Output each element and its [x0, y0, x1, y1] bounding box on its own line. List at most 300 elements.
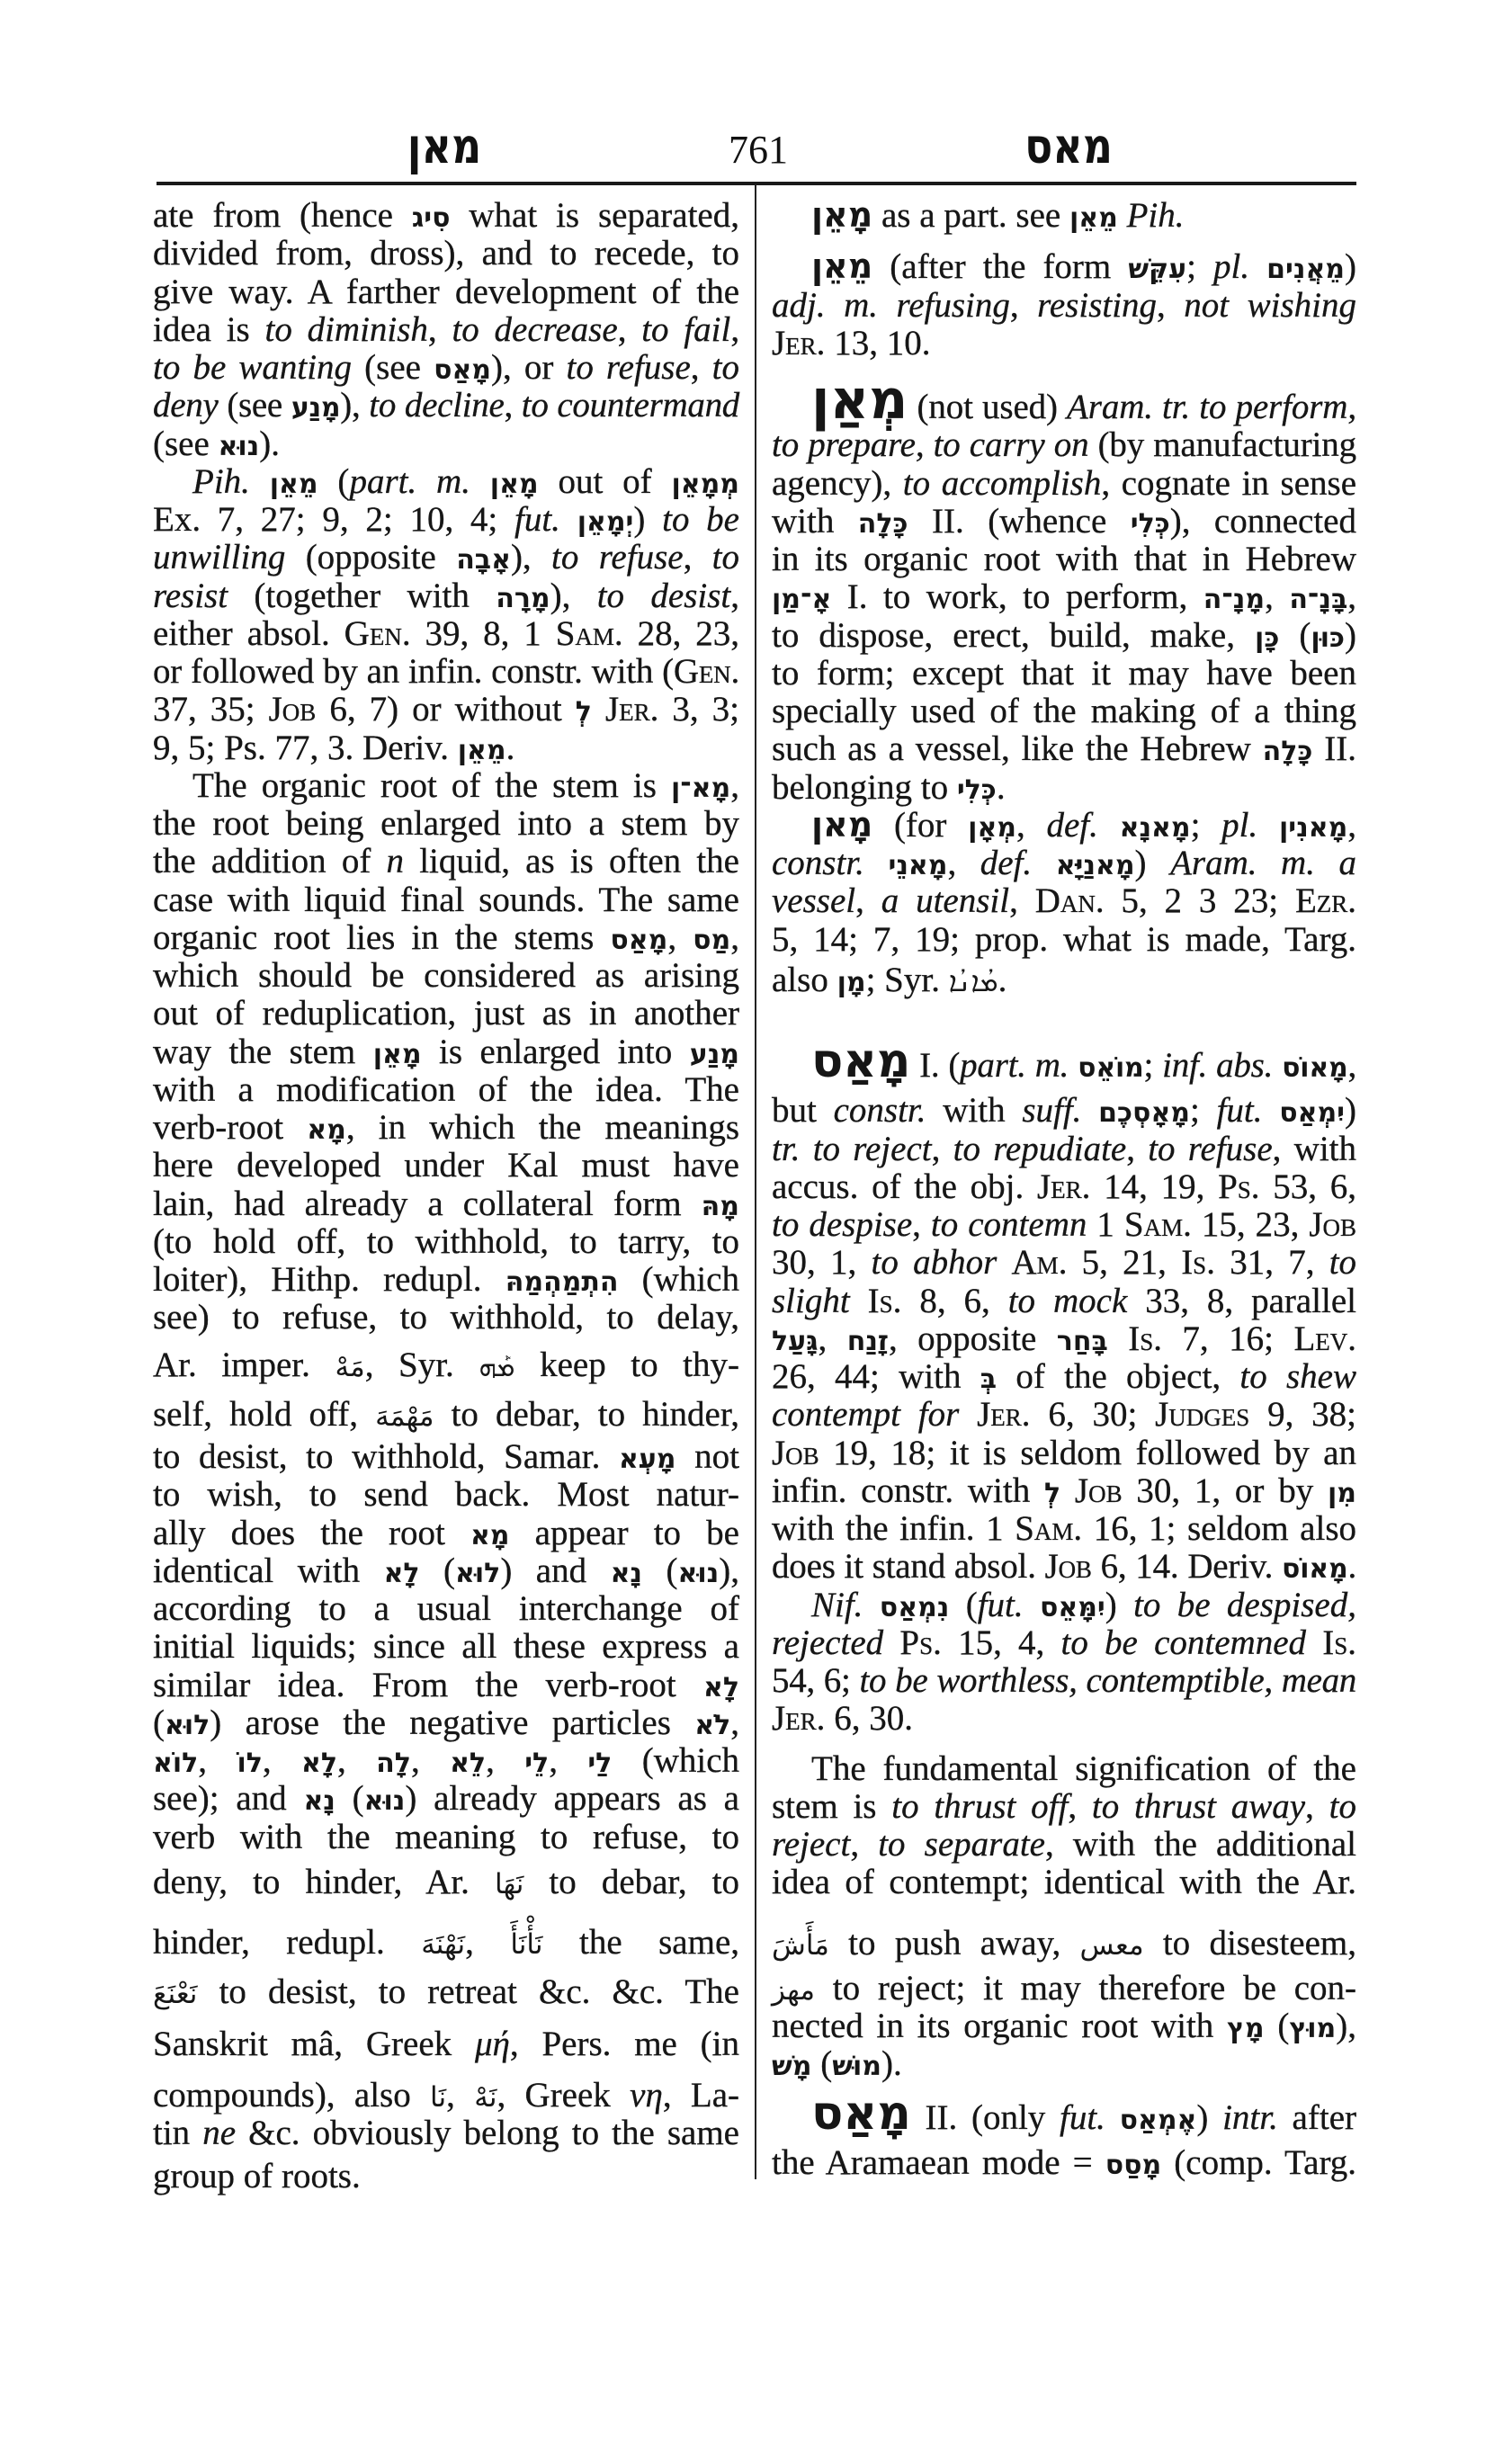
right-column-line — [772, 1206, 1356, 1244]
italic-text: to — [1329, 1786, 1356, 1826]
hebrew-word: יִמָּאֵס — [1039, 1591, 1105, 1623]
italic-text: to be despised, — [1133, 1585, 1356, 1624]
text-run: 6, 14. Deriv. — [1091, 1547, 1283, 1587]
text-run: 9, 5; Ps. 77, 3. Deriv. — [153, 728, 458, 767]
text-run: (see — [153, 424, 219, 463]
text-run: 6, 30. — [825, 1699, 913, 1739]
left-column-line — [153, 311, 739, 349]
text-run — [1108, 1319, 1128, 1358]
italic-text: to desist — [596, 576, 731, 615]
hebrew-word: מָרָה — [496, 582, 550, 614]
hebrew-word: נוּא — [218, 430, 260, 462]
hebrew-word: סִיג — [411, 202, 451, 234]
text-run: self, hold off, — [153, 1394, 376, 1434]
text-run: ( — [811, 2044, 833, 2084]
text-run: ), — [1336, 2007, 1356, 2045]
text-run: , — [931, 1129, 953, 1168]
italic-text: constr. — [772, 844, 864, 882]
right-column-line — [772, 325, 1356, 362]
left-column-line — [153, 1071, 739, 1109]
text-run: 37, 35; — [153, 690, 269, 729]
italic-text: to abhor — [871, 1243, 998, 1283]
hebrew-word: מוֹאֵס — [1078, 1052, 1144, 1084]
italic-text: fut. — [977, 1585, 1024, 1624]
text-run: (together with — [228, 576, 497, 615]
text-run: accus. of the obj. — [772, 1167, 1037, 1206]
left-column-line — [153, 235, 739, 273]
hebrew-word: לוּא — [165, 1709, 210, 1741]
hebrew-word: מָא — [470, 1519, 510, 1551]
right-column-line — [772, 1472, 1356, 1510]
hebrew-word: כּוּן — [1311, 621, 1345, 654]
text-run: not — [675, 1437, 739, 1476]
text-run: , — [1157, 285, 1185, 325]
italic-text: intr. — [1222, 2097, 1278, 2137]
text-run: ), — [550, 576, 597, 615]
text-run: , — [410, 1741, 451, 1780]
text-run: to dispose, erect, build, make, — [772, 615, 1256, 655]
hebrew-word: כְּלִי — [1130, 507, 1170, 540]
arabic-word: نَا — [430, 2080, 447, 2114]
text-run: out of reduplication, just as in another — [153, 994, 739, 1033]
italic-text: to — [711, 348, 739, 387]
text-run: ) — [1345, 247, 1357, 287]
text-run: group of roots. — [153, 2157, 361, 2196]
left-column-line — [153, 805, 739, 843]
text-run — [1069, 1046, 1078, 1085]
right-column-line — [772, 1396, 1356, 1434]
text-run: , — [198, 1741, 237, 1780]
italic-text: def. — [980, 844, 1033, 882]
hebrew-word: מָאַס — [434, 354, 492, 386]
hebrew-word: לָא — [383, 1557, 420, 1589]
text-run: ; — [1190, 1091, 1217, 1131]
hebrew-word: מוּץ — [1289, 2013, 1337, 2044]
text-run: The fundamental signification of the — [811, 1748, 1356, 1788]
italic-text: fut. — [1216, 1091, 1263, 1131]
text-run: liquid, as is often the — [404, 842, 739, 881]
right-column-line — [772, 503, 1356, 541]
text-run: ), — [719, 1551, 739, 1590]
book-reference: Sam. — [1123, 1205, 1192, 1244]
hebrew-word: לֵא — [450, 1748, 487, 1779]
text-run: 15, 4, — [941, 1623, 1061, 1662]
text-run — [959, 1395, 977, 1434]
italic-text: to diminish — [264, 309, 428, 349]
text-run: the root being enlarged into a stem by — [153, 804, 739, 843]
book-reference: Sam. — [1015, 1509, 1083, 1548]
text-run: , — [730, 917, 739, 957]
right-column-line — [772, 426, 1356, 464]
text-run: which should be considered as arising — [153, 956, 739, 995]
italic-text: to — [1329, 1243, 1357, 1283]
right-column-line — [772, 1864, 1356, 1901]
text-run: stem is — [772, 1786, 892, 1826]
text-run: to wish, to send back. Most natur- — [153, 1475, 739, 1515]
book-reference: Job — [1074, 1471, 1123, 1510]
left-column-line — [153, 1704, 739, 1742]
text-run: 53, 6, — [1259, 1167, 1357, 1206]
arabic-word: نَهْ — [474, 2080, 497, 2114]
book-reference: Sam. — [555, 613, 623, 653]
italic-text: to accomplish — [902, 463, 1102, 503]
text-run: , — [730, 765, 739, 805]
italic-text: fut. — [514, 500, 560, 539]
left-column-line — [153, 1261, 739, 1299]
text-run: such as a vessel, like the Hebrew — [772, 729, 1263, 769]
italic-text: ne — [202, 2114, 237, 2152]
hebrew-word: נוּא — [677, 1557, 720, 1589]
hebrew-word: כָּלָה — [857, 507, 908, 540]
text-run: as a part. see — [872, 196, 1069, 235]
text-run: , — [486, 1741, 525, 1780]
text-run: to form; except that it may have been — [772, 653, 1356, 693]
text-run: I. to work, to perform, — [831, 577, 1203, 617]
text-run: , with the additional — [1044, 1825, 1356, 1864]
right-column-line — [772, 1283, 1356, 1320]
left-column-line — [153, 1033, 739, 1071]
hebrew-word: זָנַח — [846, 1325, 889, 1357]
left-column-line — [153, 1109, 739, 1147]
hebrew-word: מְאָן — [968, 811, 1016, 844]
hebrew-word: גָּעַל — [772, 1325, 819, 1357]
hebrew-word: מֵאֵן — [269, 468, 318, 500]
book-reference: Jer. — [604, 690, 659, 729]
text-run: to disesteem, — [1143, 1923, 1356, 1963]
left-column-line — [153, 1396, 739, 1434]
left-column-line — [153, 1185, 739, 1223]
header-rule — [157, 182, 1356, 185]
text-run: , — [912, 1205, 931, 1244]
text-run: 30, 1, or by — [1122, 1471, 1328, 1510]
hebrew-word: נָא — [610, 1557, 643, 1589]
italic-text: Aram. m. a — [1170, 844, 1356, 882]
hebrew-word: עִקֵּשׁ — [1128, 254, 1187, 286]
text-run: ( — [153, 1703, 165, 1742]
hebrew-word: מֵאֵן — [457, 734, 506, 766]
right-column-line — [772, 1435, 1356, 1472]
left-column-line — [153, 1590, 739, 1628]
text-run: see); and — [153, 1779, 304, 1819]
text-run: in its organic root with that in Hebrew — [772, 540, 1356, 578]
right-column-line — [772, 1826, 1356, 1864]
hebrew-word: לֵי — [524, 1748, 550, 1779]
text-run: , — [427, 309, 452, 349]
left-column-line — [153, 2158, 739, 2195]
left-column-line — [153, 1299, 739, 1337]
hebrew-word: מַס — [693, 924, 731, 956]
text-run: , — [947, 844, 980, 882]
arabic-word: مَهْ — [335, 1350, 365, 1383]
text-run: , — [617, 309, 642, 349]
arabic-word: نَهَا — [495, 1867, 524, 1900]
text-run: 30, 1, — [772, 1243, 872, 1283]
text-run: identical with — [153, 1551, 384, 1590]
hebrew-word: מְמָאֵן — [671, 468, 740, 500]
italic-text: adj. m. refusing — [772, 285, 1010, 325]
text-run: after — [1277, 2097, 1356, 2137]
left-column-line — [153, 1864, 739, 1901]
hebrew-word: מֵאֲנִים — [1266, 254, 1346, 286]
left-column-line — [153, 653, 739, 691]
hebrew-word: מָנַע — [291, 392, 341, 425]
text-run: keep to thy- — [514, 1345, 739, 1384]
right-column-line — [772, 617, 1356, 655]
left-guide-word: מאן — [407, 118, 482, 174]
left-column-line — [153, 1924, 739, 1962]
text-run: ) — [1345, 1091, 1357, 1131]
italic-text: inf. abs. — [1162, 1046, 1274, 1085]
right-column-line — [772, 2086, 1356, 2141]
book-reference: Dan. — [1034, 881, 1105, 921]
right-column-line — [772, 2144, 1356, 2182]
text-run: to debar, to — [523, 1862, 739, 1901]
left-column-line — [153, 1147, 739, 1185]
left-column-line — [153, 463, 739, 501]
italic-text: Nif. — [811, 1585, 863, 1624]
entry-headword: מְאַן — [811, 369, 908, 432]
italic-text: νη — [630, 2075, 663, 2115]
text-run: Ex. 7, 27; 9, 2; 10, 4; — [153, 500, 515, 539]
right-column-line — [772, 465, 1356, 503]
italic-text: to contemn — [930, 1205, 1087, 1244]
hebrew-word: מָן — [837, 966, 866, 998]
italic-text: a utensil — [881, 881, 1010, 921]
book-reference: Gen. — [344, 613, 411, 653]
text-run: (comp. Targ. — [1161, 2142, 1356, 2182]
book-reference: Am. — [1011, 1243, 1068, 1283]
hebrew-word: מָנַע — [689, 1038, 740, 1070]
text-run: the same, — [542, 1923, 740, 1962]
entry-headword: מָאֵן — [811, 195, 873, 235]
italic-text: to decline — [369, 386, 505, 425]
right-column-line — [772, 369, 1357, 432]
text-run: , in which the meanings — [345, 1108, 740, 1147]
italic-text: pl. — [1212, 247, 1250, 287]
text-run: also — [772, 960, 837, 999]
text-run: the addition of — [153, 842, 387, 881]
text-run — [1118, 196, 1127, 235]
hebrew-word: אָ־מַן — [772, 584, 832, 616]
left-column — [153, 197, 739, 2196]
text-run: . — [996, 767, 1006, 807]
text-run: with the infin. 1 — [772, 1509, 1015, 1548]
right-column-line — [772, 1034, 1356, 1088]
text-run: (which — [612, 1741, 740, 1780]
text-run: ), connected — [1169, 501, 1356, 541]
text-run: II. (only — [910, 2097, 1060, 2137]
hebrew-word: בְּ — [980, 1364, 998, 1395]
book-reference: Judges — [1155, 1395, 1250, 1435]
italic-text: Aram. tr. to perform, — [1067, 388, 1357, 426]
italic-text: to fail — [641, 309, 731, 349]
text-run — [883, 1623, 899, 1662]
italic-text: fut. — [1059, 2097, 1105, 2137]
hebrew-word: נָא — [303, 1785, 336, 1818]
left-column-line — [153, 273, 739, 311]
text-run: , Greek — [497, 2075, 631, 2115]
right-column-line — [772, 1587, 1356, 1624]
italic-text: reject — [772, 1825, 851, 1864]
right-column-line — [772, 1700, 1356, 1738]
text-run: 8, 6, — [901, 1281, 1008, 1320]
arabic-word: نَأْنَأَ — [510, 1928, 543, 1961]
hebrew-word: נִמְאַס — [879, 1591, 950, 1623]
text-run: . — [1347, 1547, 1357, 1587]
text-run: , — [1305, 1786, 1329, 1826]
arabic-word: نَهْنَهَ — [421, 1928, 466, 1961]
text-run: , — [730, 309, 740, 349]
text-run: , — [337, 1741, 377, 1780]
italic-text: vessel — [772, 881, 856, 921]
text-run: , Syr. — [364, 1345, 479, 1384]
text-run: , — [1126, 1129, 1149, 1168]
text-run: , — [730, 576, 739, 615]
left-column-line — [153, 767, 739, 805]
text-run: , — [1009, 285, 1038, 325]
text-run: 39, 8, 1 — [410, 613, 556, 653]
text-run: verb with the meaning to refuse, to — [153, 1817, 739, 1856]
italic-text: resist — [153, 576, 228, 615]
text-run: , — [1265, 577, 1290, 617]
text-run: (after the form — [872, 247, 1129, 287]
right-column-line — [772, 1358, 1356, 1396]
syriac-word: ܡܳܐܢܳܐ — [948, 965, 998, 998]
text-run: either absol. — [153, 613, 344, 653]
hebrew-word: לֹא — [694, 1709, 731, 1741]
italic-text: def. — [1046, 805, 1098, 845]
right-column — [772, 197, 1356, 2182]
text-run: specially used of the making of a thing — [772, 692, 1356, 730]
text-run: ; — [1190, 805, 1222, 845]
hebrew-word: בָּנָ־ה — [1289, 584, 1348, 616]
text-run: 54, 6; — [772, 1661, 860, 1700]
italic-text: resisting — [1037, 285, 1158, 325]
text-run: 26, 44; with — [772, 1357, 980, 1396]
italic-text: to prepare, to carry on — [772, 425, 1089, 465]
italic-text: part. m. — [960, 1046, 1069, 1085]
hebrew-word: כָּלָה — [1262, 736, 1313, 768]
italic-text: Pih. — [192, 461, 250, 501]
arabic-word: مهز — [772, 1973, 815, 2007]
italic-text: pl. — [1221, 805, 1258, 845]
text-run: , — [855, 881, 881, 921]
text-run: nected in its organic root with — [772, 2007, 1228, 2045]
text-run: idea of contempt; identical with the Ar. — [772, 1863, 1356, 1902]
text-run: ), or — [491, 348, 567, 387]
hebrew-word: לָא — [301, 1748, 338, 1779]
text-run — [470, 462, 490, 501]
right-column-line — [772, 1624, 1356, 1662]
text-run: ( — [419, 1551, 456, 1590]
italic-text: to repudiate — [953, 1129, 1127, 1168]
text-run: initial liquids; since all these express a — [153, 1627, 739, 1667]
right-column-line — [772, 541, 1356, 578]
hebrew-word: לוֹא — [153, 1748, 199, 1779]
text-run: out of — [538, 461, 672, 501]
book-reference: Is. — [1181, 1243, 1215, 1283]
left-column-line — [153, 2077, 739, 2115]
arabic-word: معس — [1079, 1928, 1144, 1962]
italic-text: to despise — [772, 1205, 913, 1244]
text-run: way the stem — [153, 1032, 373, 1071]
hebrew-word: מָעְא — [619, 1444, 676, 1475]
hebrew-word: לוּא — [455, 1557, 501, 1589]
left-column-line — [153, 1552, 739, 1590]
book-reference: Jer. — [1036, 1167, 1091, 1206]
hebrew-word: מָאוֹס — [1282, 1052, 1348, 1084]
right-column-line — [772, 1662, 1356, 1700]
italic-text: to — [711, 538, 739, 577]
right-column-line — [772, 1750, 1356, 1788]
hebrew-word: מָנָ־ה — [1203, 584, 1266, 616]
left-column-line — [153, 1742, 739, 1780]
left-column-line — [153, 1346, 739, 1384]
book-reference: Gen. — [673, 652, 739, 691]
text-run: 15, 23, — [1191, 1205, 1310, 1244]
text-run: , opposite — [888, 1319, 1057, 1358]
hebrew-word: אֶמְאַס — [1119, 2104, 1197, 2136]
text-run: agency), — [772, 463, 903, 503]
text-run: deny, to hinder, Ar. — [153, 1862, 495, 1901]
right-column-line — [772, 961, 1356, 999]
left-column-line — [153, 1667, 739, 1704]
text-run: ( — [949, 1585, 978, 1624]
text-run: , cognate in sense — [1101, 463, 1357, 503]
text-run: 5, 14; 7, 19; prop. what is made, Targ. — [772, 919, 1356, 959]
left-column-line — [153, 1780, 739, 1818]
book-reference: Lev. — [1293, 1319, 1357, 1358]
text-run: to push away, — [828, 1923, 1080, 1963]
text-run: with — [926, 1091, 1023, 1131]
hebrew-word: לָא — [703, 1671, 739, 1703]
book-reference: Ezr. — [1294, 881, 1357, 921]
text-run: according to a usual interchange of — [153, 1589, 739, 1628]
right-column-line — [772, 197, 1356, 235]
right-column-line — [772, 655, 1356, 693]
text-run — [1098, 806, 1120, 845]
text-run: 16, 1; seldom also — [1082, 1509, 1356, 1548]
text-run: does it stand absol. — [772, 1547, 1045, 1587]
hebrew-word: מָאנֵי — [888, 850, 948, 881]
text-run — [1263, 1091, 1280, 1130]
text-run: II. (whence — [908, 501, 1131, 541]
text-run: , — [446, 2075, 475, 2115]
text-run: 1 — [1087, 1205, 1124, 1244]
book-reference: Jer. — [977, 1395, 1031, 1435]
text-run: belonging to — [772, 767, 957, 807]
hebrew-word: מָהּ — [701, 1190, 739, 1222]
right-column-line — [772, 804, 1357, 845]
italic-text: Pih. — [1126, 196, 1185, 235]
italic-text: constr. — [833, 1091, 926, 1131]
text-run: 6, 7) or without — [316, 690, 576, 729]
hebrew-word: מָאנָא — [1119, 811, 1191, 844]
left-column-line — [153, 881, 739, 919]
text-run: ) and — [500, 1551, 611, 1590]
text-run: ( — [335, 1779, 364, 1819]
hebrew-word: מָאוֹס — [1282, 1553, 1348, 1586]
right-column-line — [772, 693, 1356, 730]
hebrew-word: לַי — [587, 1748, 613, 1779]
book-reference: Ps. — [1218, 1167, 1260, 1206]
text-run: appear to be — [509, 1513, 739, 1552]
hebrew-word: מָא־ן — [670, 772, 731, 804]
text-run: ) — [1345, 615, 1356, 655]
right-column-line — [772, 1244, 1356, 1282]
left-column-line — [153, 729, 739, 767]
italic-text: μή — [474, 2024, 510, 2063]
